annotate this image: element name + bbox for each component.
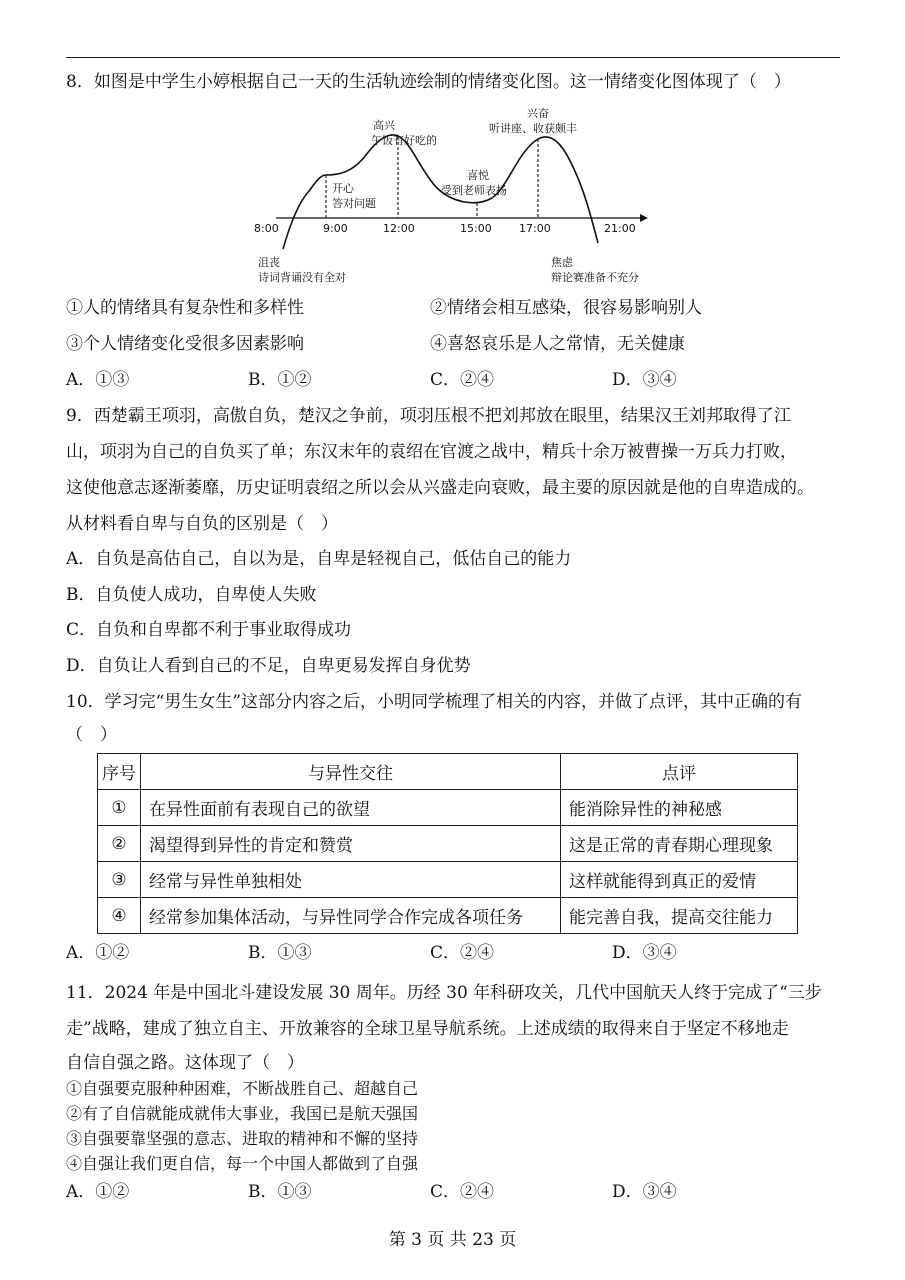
label-excite-desc: 听讲座、收获颇丰 [489, 122, 577, 135]
label-glad-title: 喜悦 [467, 169, 489, 182]
row-index: ② [98, 826, 141, 862]
label-high-desc: 午饭有好吃的 [371, 134, 437, 147]
header-comment: 点评 [561, 754, 798, 790]
q10-line-2: （ ） [66, 725, 117, 745]
time-label-8: 8:00 [254, 222, 279, 235]
row-index: ③ [98, 862, 141, 898]
row-interaction: 经常与异性单独相处 [141, 862, 561, 898]
label-happy-title: 开心 [332, 182, 354, 195]
q11-option-c[interactable]: C．②④ [430, 1182, 495, 1202]
q11-line-2: 走”战略，建成了独立自主、开放兼容的全球卫星导航系统。上述成绩的取得来自于坚定不移地走 [66, 1019, 789, 1039]
label-high-title: 高兴 [373, 119, 395, 132]
page-footer: 第 3 页 共 23 页 [388, 1230, 517, 1250]
row-interaction: 在异性面前有表现自己的欲望 [141, 790, 561, 826]
time-label-12: 12:00 [383, 222, 415, 235]
q11-option-d[interactable]: D．③④ [612, 1182, 677, 1202]
q10-table [97, 753, 798, 934]
q11-option-b[interactable]: B．①③ [248, 1182, 312, 1202]
q8-statement-4: ④喜怒哀乐是人之常情，无关健康 [430, 334, 685, 354]
row-interaction: 渴望得到异性的肯定和赞赏 [141, 826, 561, 862]
q9-option-b[interactable]: B．自负使人成功，自卑使人失败 [66, 585, 317, 605]
label-sad-title: 沮丧 [258, 256, 280, 269]
row-comment: 能完善自我，提高交往能力 [561, 898, 798, 934]
q9-line-1: 9．西楚霸王项羽，高傲自负，楚汉之争前，项羽压根不把刘邦放在眼里，结果汉王刘邦取得了江 [66, 406, 791, 426]
q11-statement-3: ③自强要靠坚强的意志、进取的精神和不懈的坚持 [66, 1129, 419, 1148]
q9-line-3: 这使他意志逐渐萎靡，历史证明袁绍之所以会从兴盛走向衰败，最主要的原因就是他的自卑造成的。 [66, 478, 814, 498]
label-excite-title: 兴奋 [527, 107, 549, 120]
q10-option-b[interactable]: B．①③ [248, 943, 312, 963]
header-interaction: 与异性交往 [141, 754, 561, 790]
q8-statement-3: ③个人情绪变化受很多因素影响 [66, 334, 304, 354]
row-comment: 这是正常的青春期心理现象 [561, 826, 798, 862]
q9-line-4: 从材料看自卑与自负的区别是（ ） [66, 514, 338, 534]
row-comment: 能消除异性的神秘感 [561, 790, 798, 826]
table-row [98, 862, 798, 898]
q11-statement-1: ①自强要克服种种困难，不断战胜自己、超越自己 [66, 1079, 419, 1098]
time-label-9: 9:00 [323, 222, 348, 235]
q8-option-b[interactable]: B．①② [248, 370, 312, 390]
time-label-17: 17:00 [519, 222, 551, 235]
q11-statement-2: ②有了自信就能成就伟大事业，我国已是航天强国 [66, 1104, 419, 1123]
table-header-row [98, 754, 798, 790]
label-glad-desc: 受到老师表扬 [441, 184, 507, 197]
q9-option-c[interactable]: C．自负和自卑都不利于事业取得成功 [66, 620, 352, 640]
header-index: 序号 [98, 754, 141, 790]
q9-option-a[interactable]: A．自负是高估自己，自以为是，自卑是轻视自己，低估自己的能力 [66, 549, 572, 569]
q8-statement-2: ②情绪会相互感染，很容易影响别人 [430, 298, 702, 318]
header-rule [66, 57, 840, 58]
row-index: ④ [98, 898, 141, 934]
q8-option-d[interactable]: D．③④ [612, 370, 677, 390]
table-row [98, 898, 798, 934]
q10-option-a[interactable]: A．①② [66, 943, 130, 963]
row-comment: 这样就能得到真正的爱情 [561, 862, 798, 898]
table-row [98, 826, 798, 862]
q9-option-d[interactable]: D．自负让人看到自己的不足，自卑更易发挥自身优势 [66, 656, 471, 676]
q11-line-3: 自信自强之路。这体现了（ ） [66, 1053, 304, 1073]
time-label-21: 21:00 [604, 222, 636, 235]
q10-option-c[interactable]: C．②④ [430, 943, 495, 963]
q10-line-1: 10．学习完“男生女生”这部分内容之后，小明同学梳理了相关的内容，并做了点评，其中正确的有 [66, 692, 803, 712]
q11-line-1: 11．2024 年是中国北斗建设发展 30 周年。历经 30 年科研攻关，几代中国航天人终于完成了“三步 [66, 983, 822, 1003]
label-sad-desc: 诗词背诵没有全对 [258, 271, 346, 284]
mood-chart [240, 103, 660, 293]
q8-statement-1: ①人的情绪具有复杂性和多样性 [66, 298, 304, 318]
label-happy-desc: 答对问题 [332, 197, 376, 210]
q11-option-a[interactable]: A．①② [66, 1182, 130, 1202]
q9-line-2: 山，项羽为自己的自负买了单；东汉末年的袁绍在官渡之战中，精兵十余万被曹操一万兵力打败， [66, 442, 797, 462]
time-label-15: 15:00 [460, 222, 492, 235]
row-index: ① [98, 790, 141, 826]
q8-option-a[interactable]: A．①③ [66, 370, 130, 390]
q11-statement-4: ④自强让我们更自信，每一个中国人都做到了自强 [66, 1154, 419, 1173]
axis-arrow-icon [640, 214, 648, 222]
q10-option-d[interactable]: D．③④ [612, 943, 677, 963]
q8-stem: 8．如图是中学生小婷根据自己一天的生活轨迹绘制的情绪变化图。这一情绪变化图体现了（ ） [66, 72, 791, 92]
row-interaction: 经常参加集体活动，与异性同学合作完成各项任务 [141, 898, 561, 934]
table-row [98, 790, 798, 826]
label-anx-desc: 辩论赛准备不充分 [551, 271, 639, 284]
label-anx-title: 焦虑 [551, 256, 573, 269]
q8-option-c[interactable]: C．②④ [430, 370, 495, 390]
